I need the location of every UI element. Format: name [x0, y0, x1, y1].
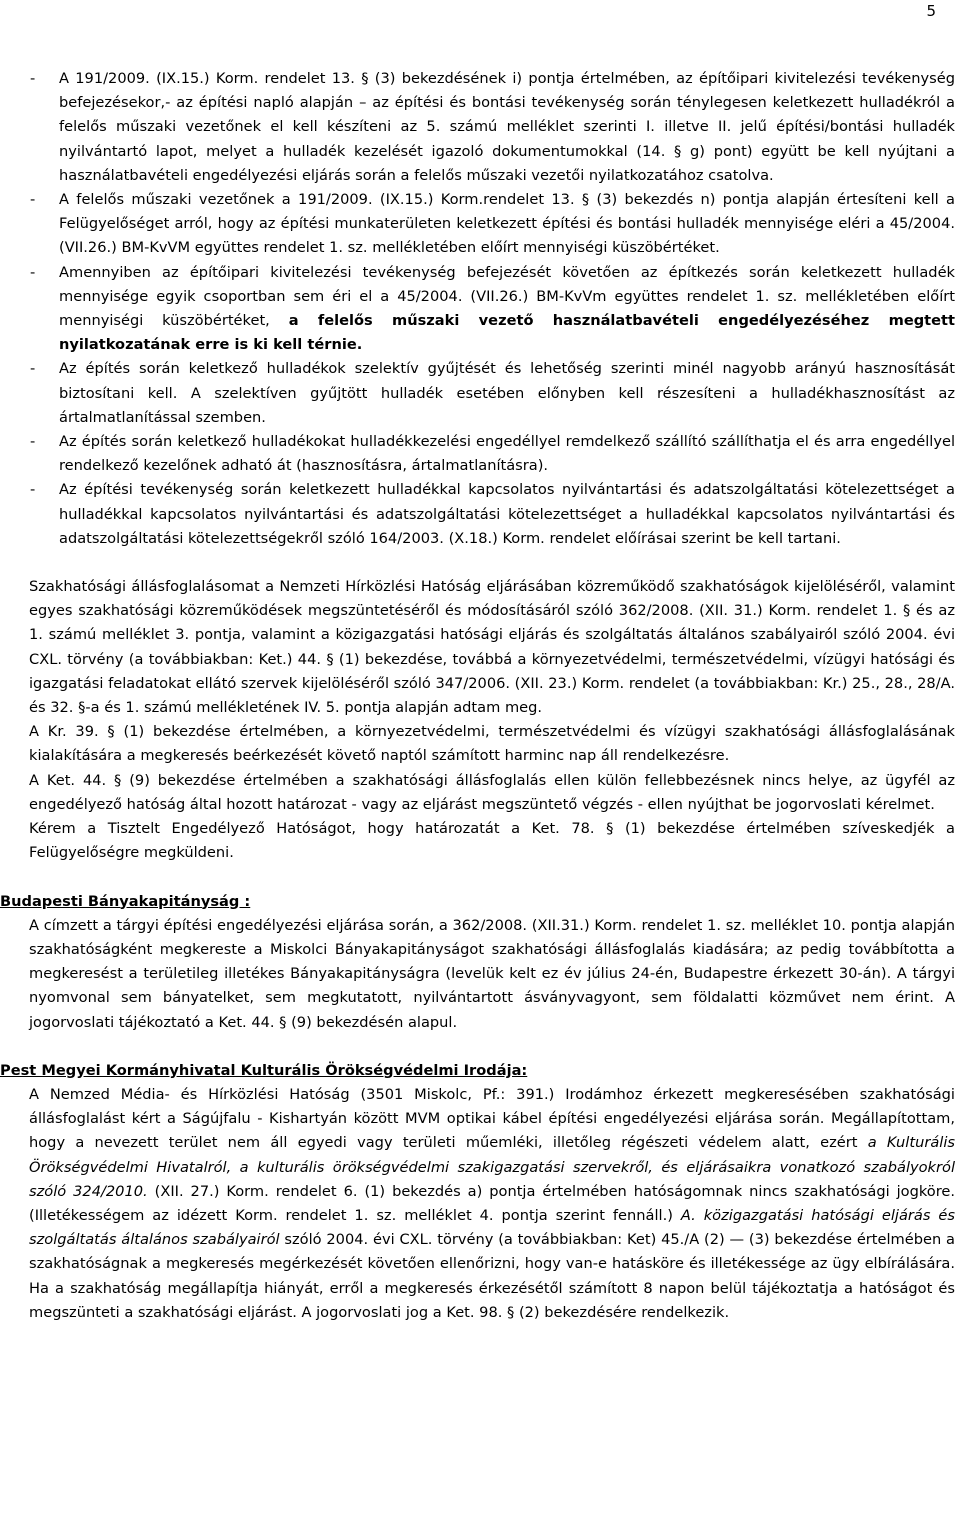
- list-item: - Az építési tevékenység során keletkezett hulladékkal kapcsolatos nyilvántartási és adatszolgáltatási kötelezettséget a hulladékkal kapcsolatos nyilvántartási és adatszolgáltatási kötelezettséget a hulladékkal kapcsolatos nyilvántartási és adatszolgáltatási kötelezettségekről szóló 164/2003. (X.18.) Korm. rendelet előírásai szerint be kell tartani.: [29, 478, 955, 551]
- dash-bullet: -: [30, 433, 36, 451]
- document-body: [0, 67, 955, 1325]
- italic-citation: a Kulturális Örökségvédelmi Hivatalról, a kulturális örökségvédelmi szakigazgatási szervekről, és eljárásaikra vonatkozó szabályokról szóló 324/2010.: [29, 1134, 955, 1200]
- dash-bullet: -: [30, 191, 36, 209]
- dash-bullet: -: [30, 481, 36, 499]
- list-item: - A felelős műszaki vezetőnek a 191/2009. (IX.15.) Korm.rendelet 13. § (3) bekezdés n) pontja alapján értesíteni kell a Felügyelőséget arról, hogy az építési munkaterületen keletkezett építési és bontási hulladék mennyisége eléri a 45/2004. (VII.26.) BM-KvVM együttes rendelet 1. sz. mellékletében előírt mennyiségi küszöbértéket.: [29, 188, 955, 261]
- list-item: - Az építés során keletkező hulladékokat hulladékkezelési engedéllyel remdelkező szállító szállíthatja el és arra engedéllyel rendelkező kezelőnek adható át (hasznosításra, ártalmatlanításra).: [29, 430, 955, 478]
- italic-citation: A. közigazgatási hatósági eljárás és szolgáltatás általános szabályairól: [29, 1206, 955, 1249]
- list-item: - Az építés során keletkező hulladékok szelektív gyűjtését és lehetőség szerinti minél nagyobb arányú hasznosítását biztosítani kell. A szelektíven gyűjtött hulladék esetében előnyben kell részesíteni a hulladékhasznosítást az ártalmatlanítással szemben.: [29, 357, 955, 430]
- dash-bullet: -: [30, 263, 36, 281]
- paragraph: A Ket. 44. § (9) bekezdése értelmében a szakhatósági állásfoglalás ellen külön fellebbezésnek nincs helye, az ügyfél az engedélyező hatóság által hozott határozat - vagy az eljárást megszüntető végzés - ellen nyújthat be jogorvoslati kérelmet.: [29, 771, 955, 813]
- paragraph: Kérem a Tisztelt Engedélyező Hatóságot, hogy határozatát a Ket. 78. § (1) bekezdése értelmében szíveskedjék a Felügyelőségre megküldeni.: [29, 820, 955, 862]
- bold-emphasis: a felelős műszaki vezető használatbavételi engedélyezéséhez megtett nyilatkozatának erre is ki kell térnie.: [59, 312, 955, 354]
- paragraph: Szakhatósági állásfoglalásomat a Nemzeti Hírközlési Hatóság eljárásában közreműködő szakhatóságok kijelöléséről, valamint egyes szakhatósági közreműködések megszüntetéséről és módosításáról szóló 362/2008. (XII. 31.) Korm. rendelet 1. § és az 1. számú melléklet 3. pontja, valamint a közigazgatási hatósági eljárás és szolgáltatás általános szabályairól szóló 2004. évi CXL. törvény (a továbbiakban: Ket.) 44. § (1) bekezdése, továbbá a környezetvédelmi, természetvédelmi, vízügyi hatósági és igazgatási feladatokat ellátó szervek kijelöléséről szóló 347/2006. (XII. 23.) Korm. rendelet (a továbbiakban: Kr.) 25., 28., 28/A. és 32. §-a és 1. számú mellékletének IV. 5. pontja alapján adtam meg.: [29, 578, 955, 717]
- page-number: 5: [926, 2, 936, 20]
- list-item: - Amennyiben az építőipari kivitelezési tevékenység befejezését követően az építkezés során keletkezett hulladék mennyisége egyik csoportban sem éri el a 45/2004. (VII.26.) BM-KvVm együttes rendelet 1. sz. mellékletében előírt mennyiségi küszöbértéket, a felelős műszaki vezető használatbavételi engedélyezéséhez megtett nyilatkozatának erre is ki kell térnie.: [29, 261, 955, 358]
- dash-bullet: -: [30, 70, 36, 87]
- paragraph: A Kr. 39. § (1) bekezdése értelmében, a környezetvédelmi, természetvédelmi és vízügyi szakhatósági állásfoglalásának kialakítására a megkeresés beérkezését követő naptól számított harminc nap áll rendelkezésre.: [29, 723, 955, 765]
- paragraph: A címzett a tárgyi építési engedélyezési eljárása során, a 362/2008. (XII.31.) Korm. rendelet 1. sz. melléklet 10. pontja alapján szakhatóságként megkereste a Miskolci Bányakapitányságot szakhatósági állásfoglalás kiadására; az pedig továbbította a megkeresést a területileg illetékes Bányakapitányságra (levelük kelt ez év július 24-én, Budapestre érkezett 30-án). A tárgyi nyomvonal sem bányatelket, sem megkutatott, nyilvántartott ásványvagyont, sem földalatti közművet nem érint. A jogorvoslati tájékoztató a Ket. 44. § (9) bekezdésén alapul.: [29, 916, 955, 1031]
- section-heading: Pest Megyei Kormányhivatal Kulturális Örökségvédelmi Irodája:: [0, 1061, 528, 1079]
- list-item: - A 191/2009. (IX.15.) Korm. rendelet 13. § (3) bekezdésének i) pontja értelmében, az építőipari kivitelezési tevékenység befejezésekor,- az építési napló alapján – az építési és bontási tevékenység során ténylegesen keletkezett hulladékról a felelős műszaki vezetőnek el kell készíteni az 5. számú melléklet szerinti I. illetve II. jelű építési/bontási hulladék nyilvántartó lapot, melyet a hulladék kezelését igazoló dokumentumokkal (14. § g) pont) együtt be kell nyújtani a használatbavételi engedélyezési eljárás során a felelős műszaki vezetői nyilatkozatához csatolva.: [29, 67, 955, 188]
- paragraph: A Nemzed Média- és Hírközlési Hatóság (3501 Miskolc, Pf.: 391.) Irodámhoz érkezett megkeresésében szakhatósági állásfoglalást kért a Ságújfalu - Kishartyán között MVM optikai kábel építési engedélyezési eljárása során. Megállapítottam, hogy a nevezett terület nem áll egyedi vagy területi műemléki, illetőleg régészeti védelem alatt, ezért a Kulturális Örökségvédelmi Hivatalról, a kulturális örökségvédelmi szakigazgatási szervekről, és eljárásaikra vonatkozó szabályokról szóló 324/2010. (XII. 27.) Korm. rendelet 6. (1) bekezdés a) pontja értelmében hatóságomnak nincs szakhatósági jogköre. (Illetékességem az idézett Korm. rendelet 1. sz. melléklet 4. pontja szerint fennáll.) A. közigazgatási hatósági eljárás és szolgáltatás általános szabályairól szóló 2004. évi CXL. törvény (a továbbiakban: Ket) 45./A (2) — (3) bekezdése értelmében a szakhatóságnak a megkeresés megérkezését követően ellenőrizni, hogy van-e hatásköre és illetékessége az ügy elbírálására. Ha a szakhatóság megállapítja hiányát, erről a megkeresés érkezésétől számított 8 napon belül tájékoztatja a hatóságot és megszünteti a szakhatósági eljárást. A jogorvoslati jog a Ket. 98. § (2) bekezdésére rendelkezik.: [29, 1085, 955, 1321]
- dash-bullet: -: [30, 360, 36, 378]
- section-heading: Budapesti Bányakapitányság :: [0, 892, 251, 910]
